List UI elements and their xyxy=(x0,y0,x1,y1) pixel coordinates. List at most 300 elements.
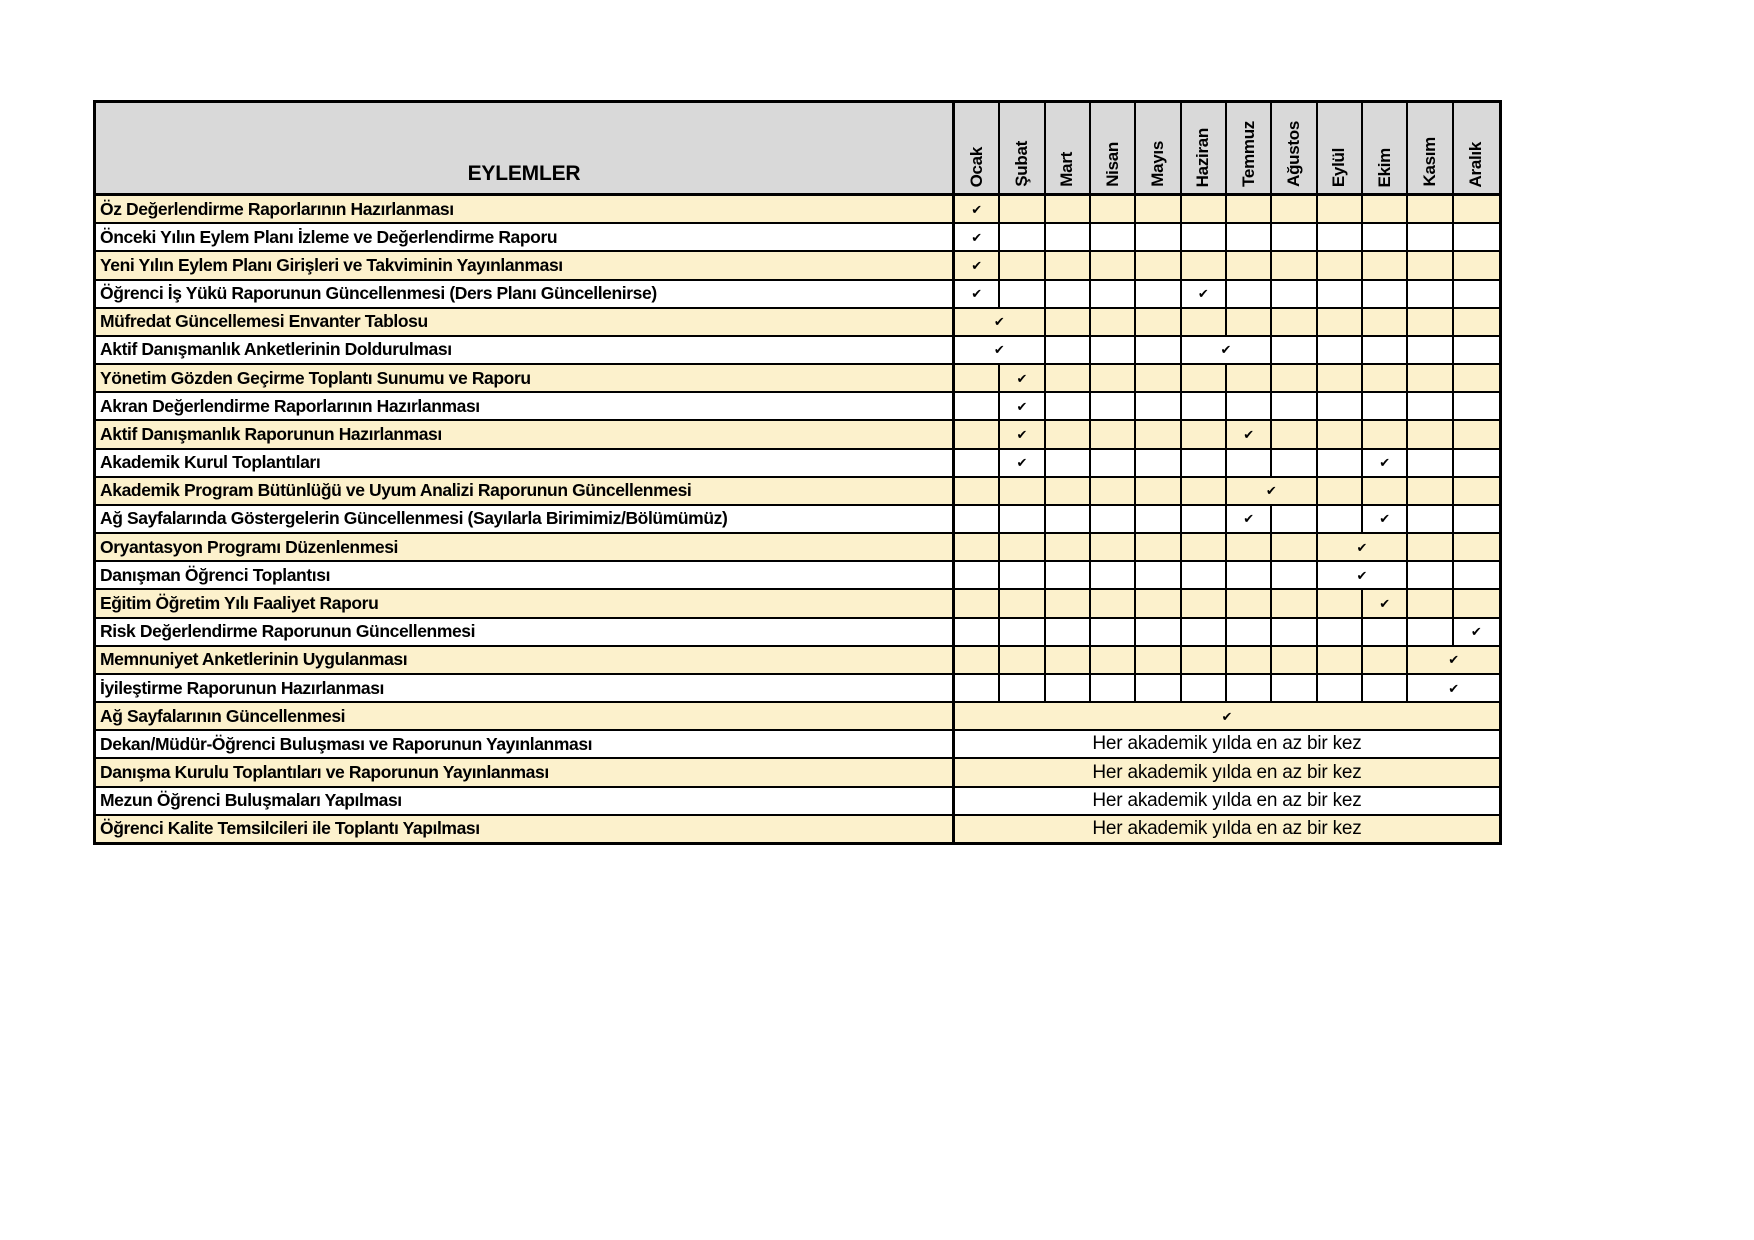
merged-month-cell xyxy=(1318,562,1409,588)
month-header-label: Ekim xyxy=(1374,147,1394,187)
row-label: Aktif Danışmanlık Anketlerinin Doldurulması xyxy=(96,337,955,363)
row-label: Memnuniyet Anketlerinin Uygulanması xyxy=(96,647,955,673)
annual-note: Her akademik yılda en az bir kez xyxy=(1092,817,1362,839)
row-label: Öz Değerlendirme Raporlarının Hazırlanması xyxy=(96,196,955,222)
month-cell xyxy=(1182,506,1227,532)
month-cell xyxy=(1272,619,1317,645)
month-cell xyxy=(1318,196,1363,222)
month-cell xyxy=(1182,252,1227,278)
month-cell xyxy=(1454,252,1499,278)
check-icon: ✔ xyxy=(1243,426,1255,442)
month-cell xyxy=(1182,619,1227,645)
annual-note: Her akademik yılda en az bir kez xyxy=(1092,733,1362,755)
month-cell xyxy=(1182,590,1227,616)
month-cell xyxy=(1136,675,1181,701)
month-cell xyxy=(1091,534,1136,560)
check-icon: ✔ xyxy=(1016,370,1028,386)
row-label: Müfredat Güncellemesi Envanter Tablosu xyxy=(96,309,955,335)
month-cell xyxy=(1091,309,1136,335)
merged-month-cell xyxy=(1408,675,1499,701)
table-row xyxy=(96,365,1499,393)
month-cell xyxy=(1318,590,1363,616)
month-cell xyxy=(1182,309,1227,335)
month-cell xyxy=(1091,393,1136,419)
month-cell xyxy=(1000,421,1045,447)
month-cell xyxy=(1182,393,1227,419)
row-label: Eğitim Öğretim Yılı Faaliyet Raporu xyxy=(96,590,955,616)
row-label: Akran Değerlendirme Raporlarının Hazırlanması xyxy=(96,393,955,419)
month-cell xyxy=(1000,224,1045,250)
month-cell xyxy=(955,590,1000,616)
month-cell xyxy=(1182,224,1227,250)
month-header-cell xyxy=(1363,103,1408,193)
month-cell xyxy=(1318,309,1363,335)
month-cell xyxy=(1136,421,1181,447)
month-cell xyxy=(1272,224,1317,250)
month-cell xyxy=(1272,337,1317,363)
month-cell xyxy=(1046,619,1091,645)
merged-month-cell xyxy=(1227,478,1318,504)
month-cell xyxy=(1136,337,1181,363)
month-cell xyxy=(955,393,1000,419)
month-cell xyxy=(1454,365,1499,391)
month-header-label: Ağustos xyxy=(1283,121,1303,187)
merged-month-cell xyxy=(955,309,1046,335)
month-cell xyxy=(1363,281,1408,307)
month-cell xyxy=(1182,647,1227,673)
month-cell xyxy=(1091,590,1136,616)
month-header-cell xyxy=(955,103,1000,193)
month-header-cell xyxy=(1182,103,1227,193)
row-label: Danışman Öğrenci Toplantısı xyxy=(96,562,955,588)
month-cell xyxy=(1091,281,1136,307)
month-cell xyxy=(1408,365,1453,391)
month-cell xyxy=(1318,224,1363,250)
month-cell xyxy=(1408,309,1453,335)
month-cell xyxy=(1136,393,1181,419)
month-cell xyxy=(1091,647,1136,673)
check-icon: ✔ xyxy=(1016,455,1028,471)
month-cell xyxy=(1046,309,1091,335)
month-cell xyxy=(1227,421,1272,447)
month-cell xyxy=(1227,393,1272,419)
check-icon: ✔ xyxy=(1016,398,1028,414)
month-cell xyxy=(1272,534,1317,560)
month-cell xyxy=(1318,619,1363,645)
month-cell xyxy=(1318,647,1363,673)
month-cell xyxy=(1046,478,1091,504)
table-row xyxy=(96,647,1499,675)
month-cell xyxy=(1000,393,1045,419)
row-label: Ağ Sayfalarında Göstergelerin Güncellenmesi (Sayılarla Birimimiz/Bölümümüz) xyxy=(96,506,955,532)
month-cell xyxy=(1182,281,1227,307)
check-icon: ✔ xyxy=(1356,539,1368,555)
month-cell xyxy=(1454,421,1499,447)
month-cell xyxy=(1454,450,1499,476)
month-cell xyxy=(1227,562,1272,588)
merged-month-cell xyxy=(955,816,1499,842)
month-cell xyxy=(1363,309,1408,335)
month-cell xyxy=(1136,562,1181,588)
month-cell xyxy=(1454,534,1499,560)
month-cell xyxy=(1363,421,1408,447)
month-header-cell xyxy=(1454,103,1499,193)
month-cell xyxy=(955,619,1000,645)
month-cell xyxy=(1408,224,1453,250)
month-cell xyxy=(1000,590,1045,616)
month-cell xyxy=(1454,619,1499,645)
merged-month-cell xyxy=(1182,337,1273,363)
row-label: Akademik Kurul Toplantıları xyxy=(96,450,955,476)
table-row xyxy=(96,788,1499,816)
row-label: Ağ Sayfalarının Güncellenmesi xyxy=(96,703,955,729)
month-cell xyxy=(1454,337,1499,363)
month-cell xyxy=(1182,450,1227,476)
month-cell xyxy=(1408,337,1453,363)
month-cell xyxy=(1136,365,1181,391)
table-row xyxy=(96,506,1499,534)
row-label: Dekan/Müdür-Öğrenci Buluşması ve Raporunun Yayınlanması xyxy=(96,731,955,757)
check-icon: ✔ xyxy=(1243,511,1255,527)
month-cell xyxy=(1136,309,1181,335)
month-cell xyxy=(1272,647,1317,673)
month-cell xyxy=(1136,252,1181,278)
merged-month-cell xyxy=(955,703,1499,729)
month-cell xyxy=(955,365,1000,391)
check-icon: ✔ xyxy=(971,257,983,273)
month-cell xyxy=(1408,421,1453,447)
month-cell xyxy=(1272,281,1317,307)
month-cell xyxy=(1046,196,1091,222)
month-cell xyxy=(1091,224,1136,250)
month-cell xyxy=(1408,506,1453,532)
month-cell xyxy=(1454,478,1499,504)
month-header-label: Ocak xyxy=(966,146,986,187)
month-cell xyxy=(1227,196,1272,222)
month-cell xyxy=(1363,619,1408,645)
month-cell xyxy=(955,506,1000,532)
month-cell xyxy=(1000,365,1045,391)
month-cell xyxy=(1091,619,1136,645)
check-icon: ✔ xyxy=(1197,286,1209,302)
month-header-cell xyxy=(1408,103,1453,193)
row-label: Öğrenci Kalite Temsilcileri ile Toplantı Yapılması xyxy=(96,816,955,842)
month-cell xyxy=(955,647,1000,673)
month-cell xyxy=(1318,281,1363,307)
month-cell xyxy=(1091,421,1136,447)
month-cell xyxy=(1408,562,1453,588)
month-header-label: Mayıs xyxy=(1147,141,1167,187)
month-cell xyxy=(1046,562,1091,588)
month-cell xyxy=(1272,393,1317,419)
month-cell xyxy=(1000,506,1045,532)
month-cell xyxy=(1136,224,1181,250)
month-cell xyxy=(1408,393,1453,419)
month-header-cell xyxy=(1046,103,1091,193)
month-cell xyxy=(1182,562,1227,588)
month-cell xyxy=(1454,506,1499,532)
table-row xyxy=(96,534,1499,562)
row-label: İyileştirme Raporunun Hazırlanması xyxy=(96,675,955,701)
actions-column-header xyxy=(96,103,955,193)
month-cell xyxy=(1000,619,1045,645)
month-header-cell xyxy=(1227,103,1272,193)
month-cell xyxy=(1408,252,1453,278)
month-cell xyxy=(1046,590,1091,616)
month-cell xyxy=(1227,619,1272,645)
month-cell xyxy=(1272,309,1317,335)
month-cell xyxy=(1363,393,1408,419)
table-row xyxy=(96,478,1499,506)
month-cell xyxy=(1454,309,1499,335)
row-label: Akademik Program Bütünlüğü ve Uyum Analizi Raporunun Güncellenmesi xyxy=(96,478,955,504)
month-cell xyxy=(1318,365,1363,391)
month-cell xyxy=(1136,478,1181,504)
month-cell xyxy=(1363,478,1408,504)
check-icon: ✔ xyxy=(1379,511,1391,527)
table-row xyxy=(96,393,1499,421)
month-header-cell xyxy=(1318,103,1363,193)
month-header-label: Haziran xyxy=(1193,127,1213,187)
month-cell xyxy=(1227,647,1272,673)
month-header-label: Eylül xyxy=(1329,147,1349,187)
month-cell xyxy=(1272,562,1317,588)
check-icon: ✔ xyxy=(993,314,1005,330)
check-icon: ✔ xyxy=(1016,426,1028,442)
month-header-label: Temmuz xyxy=(1238,121,1258,187)
month-cell xyxy=(1272,450,1317,476)
month-cell xyxy=(1000,478,1045,504)
month-header-cell xyxy=(1136,103,1181,193)
month-cell xyxy=(1091,562,1136,588)
month-cell xyxy=(1046,393,1091,419)
check-icon: ✔ xyxy=(993,342,1005,358)
month-cell xyxy=(1046,534,1091,560)
month-cell xyxy=(1272,421,1317,447)
month-cell xyxy=(1227,450,1272,476)
month-cell xyxy=(955,450,1000,476)
month-cell xyxy=(1000,647,1045,673)
month-cell xyxy=(1454,562,1499,588)
month-cell xyxy=(1091,675,1136,701)
merged-month-cell xyxy=(1318,534,1409,560)
month-cell xyxy=(1318,675,1363,701)
row-label: Öğrenci İş Yükü Raporunun Güncellenmesi (Ders Planı Güncellenirse) xyxy=(96,281,955,307)
table-row xyxy=(96,731,1499,759)
row-label: Oryantasyon Programı Düzenlenmesi xyxy=(96,534,955,560)
check-icon: ✔ xyxy=(1221,708,1233,724)
month-cell xyxy=(1408,534,1453,560)
month-cell xyxy=(1136,619,1181,645)
month-cell xyxy=(1318,450,1363,476)
month-cell xyxy=(1227,252,1272,278)
month-cell xyxy=(1136,590,1181,616)
table-row xyxy=(96,816,1499,842)
month-header-cell xyxy=(1000,103,1045,193)
month-cell xyxy=(1227,534,1272,560)
table-row xyxy=(96,281,1499,309)
month-cell xyxy=(1046,647,1091,673)
month-cell xyxy=(1363,647,1408,673)
month-cell xyxy=(1000,534,1045,560)
month-cell xyxy=(1182,196,1227,222)
month-cell xyxy=(1091,337,1136,363)
month-cell xyxy=(1136,647,1181,673)
month-cell xyxy=(955,562,1000,588)
month-header-label: Aralık xyxy=(1466,141,1486,187)
month-header-cell xyxy=(1272,103,1317,193)
check-icon: ✔ xyxy=(971,229,983,245)
month-header-label: Mart xyxy=(1057,152,1077,187)
month-cell xyxy=(1000,450,1045,476)
month-cell xyxy=(1318,421,1363,447)
month-cell xyxy=(1363,365,1408,391)
month-cell xyxy=(1408,619,1453,645)
month-cell xyxy=(955,421,1000,447)
month-cell xyxy=(1091,252,1136,278)
month-cell xyxy=(1454,393,1499,419)
table-row xyxy=(96,759,1499,787)
month-cell xyxy=(1136,506,1181,532)
month-cell xyxy=(1363,506,1408,532)
month-cell xyxy=(1136,281,1181,307)
row-label: Danışma Kurulu Toplantıları ve Raporunun Yayınlanması xyxy=(96,759,955,785)
merged-month-cell xyxy=(955,337,1046,363)
month-cell xyxy=(1318,337,1363,363)
month-cell xyxy=(1182,421,1227,447)
merged-month-cell xyxy=(1408,647,1499,673)
month-cell xyxy=(1136,450,1181,476)
month-cell xyxy=(1227,365,1272,391)
check-icon: ✔ xyxy=(1356,567,1368,583)
month-cell xyxy=(1046,365,1091,391)
annual-note: Her akademik yılda en az bir kez xyxy=(1092,761,1362,783)
row-label: Risk Değerlendirme Raporunun Güncellenmesi xyxy=(96,619,955,645)
month-cell xyxy=(1363,337,1408,363)
month-cell xyxy=(1227,506,1272,532)
month-cell xyxy=(1091,196,1136,222)
month-cell xyxy=(1000,675,1045,701)
month-cell xyxy=(1363,224,1408,250)
month-header-label: Nisan xyxy=(1102,142,1122,187)
row-label: Yönetim Gözden Geçirme Toplantı Sunumu ve Raporu xyxy=(96,365,955,391)
action-plan-table xyxy=(93,100,1502,845)
month-cell xyxy=(1318,393,1363,419)
table-row xyxy=(96,619,1499,647)
month-cell xyxy=(1000,196,1045,222)
month-cell xyxy=(1046,506,1091,532)
month-cell xyxy=(1408,478,1453,504)
month-cell xyxy=(1408,450,1453,476)
table-body xyxy=(96,196,1499,842)
month-cell xyxy=(1046,675,1091,701)
month-cell xyxy=(1227,309,1272,335)
month-cell xyxy=(1046,252,1091,278)
month-cell xyxy=(1227,590,1272,616)
merged-month-cell xyxy=(955,788,1499,814)
month-cell xyxy=(1136,534,1181,560)
month-cell xyxy=(1182,534,1227,560)
month-cell xyxy=(1363,590,1408,616)
month-cell xyxy=(1363,675,1408,701)
month-cell xyxy=(1318,478,1363,504)
month-cell xyxy=(1363,196,1408,222)
month-cell xyxy=(1363,252,1408,278)
month-cell xyxy=(955,281,1000,307)
month-cell xyxy=(1272,675,1317,701)
month-cell xyxy=(1046,337,1091,363)
month-cell xyxy=(955,478,1000,504)
month-cell xyxy=(955,196,1000,222)
month-cell xyxy=(1091,478,1136,504)
check-icon: ✔ xyxy=(971,201,983,217)
month-cell xyxy=(1182,365,1227,391)
month-cell xyxy=(1000,562,1045,588)
table-row xyxy=(96,252,1499,280)
table-row xyxy=(96,421,1499,449)
check-icon: ✔ xyxy=(1448,652,1460,668)
annual-note: Her akademik yılda en az bir kez xyxy=(1092,789,1362,811)
month-cell xyxy=(1408,590,1453,616)
month-cell xyxy=(1046,281,1091,307)
table-row xyxy=(96,196,1499,224)
month-header-label: Şubat xyxy=(1011,141,1031,187)
month-cell xyxy=(1454,224,1499,250)
month-cell xyxy=(955,534,1000,560)
table-row xyxy=(96,337,1499,365)
check-icon: ✔ xyxy=(1265,483,1277,499)
month-cell xyxy=(1000,281,1045,307)
check-icon: ✔ xyxy=(1448,680,1460,696)
month-cell xyxy=(955,675,1000,701)
table-row xyxy=(96,224,1499,252)
row-label: Önceki Yılın Eylem Planı İzleme ve Değerlendirme Raporu xyxy=(96,224,955,250)
month-cell xyxy=(955,252,1000,278)
month-cell xyxy=(1454,196,1499,222)
check-icon: ✔ xyxy=(971,286,983,302)
row-label: Yeni Yılın Eylem Planı Girişleri ve Takviminin Yayınlanması xyxy=(96,252,955,278)
month-cell xyxy=(1318,506,1363,532)
check-icon: ✔ xyxy=(1379,595,1391,611)
actions-column-header-label: EYLEMLER xyxy=(467,162,581,185)
table-row xyxy=(96,450,1499,478)
month-cell xyxy=(1136,196,1181,222)
merged-month-cell xyxy=(955,731,1499,757)
row-label: Aktif Danışmanlık Raporunun Hazırlanması xyxy=(96,421,955,447)
row-label: Mezun Öğrenci Buluşmaları Yapılması xyxy=(96,788,955,814)
month-cell xyxy=(1272,506,1317,532)
merged-month-cell xyxy=(955,759,1499,785)
month-header-label: Kasım xyxy=(1419,137,1439,187)
month-cell xyxy=(1272,196,1317,222)
month-cell xyxy=(1091,506,1136,532)
check-icon: ✔ xyxy=(1220,342,1232,358)
month-cell xyxy=(1091,450,1136,476)
month-cell xyxy=(1091,365,1136,391)
month-cell xyxy=(1318,252,1363,278)
table-row xyxy=(96,562,1499,590)
month-cell xyxy=(955,224,1000,250)
month-cell xyxy=(1182,478,1227,504)
month-cell xyxy=(1046,450,1091,476)
check-icon: ✔ xyxy=(1379,455,1391,471)
month-cell xyxy=(1046,421,1091,447)
table-header-row xyxy=(96,103,1499,196)
table-row xyxy=(96,590,1499,618)
month-cell xyxy=(1363,450,1408,476)
table-row xyxy=(96,309,1499,337)
month-cell xyxy=(1227,281,1272,307)
